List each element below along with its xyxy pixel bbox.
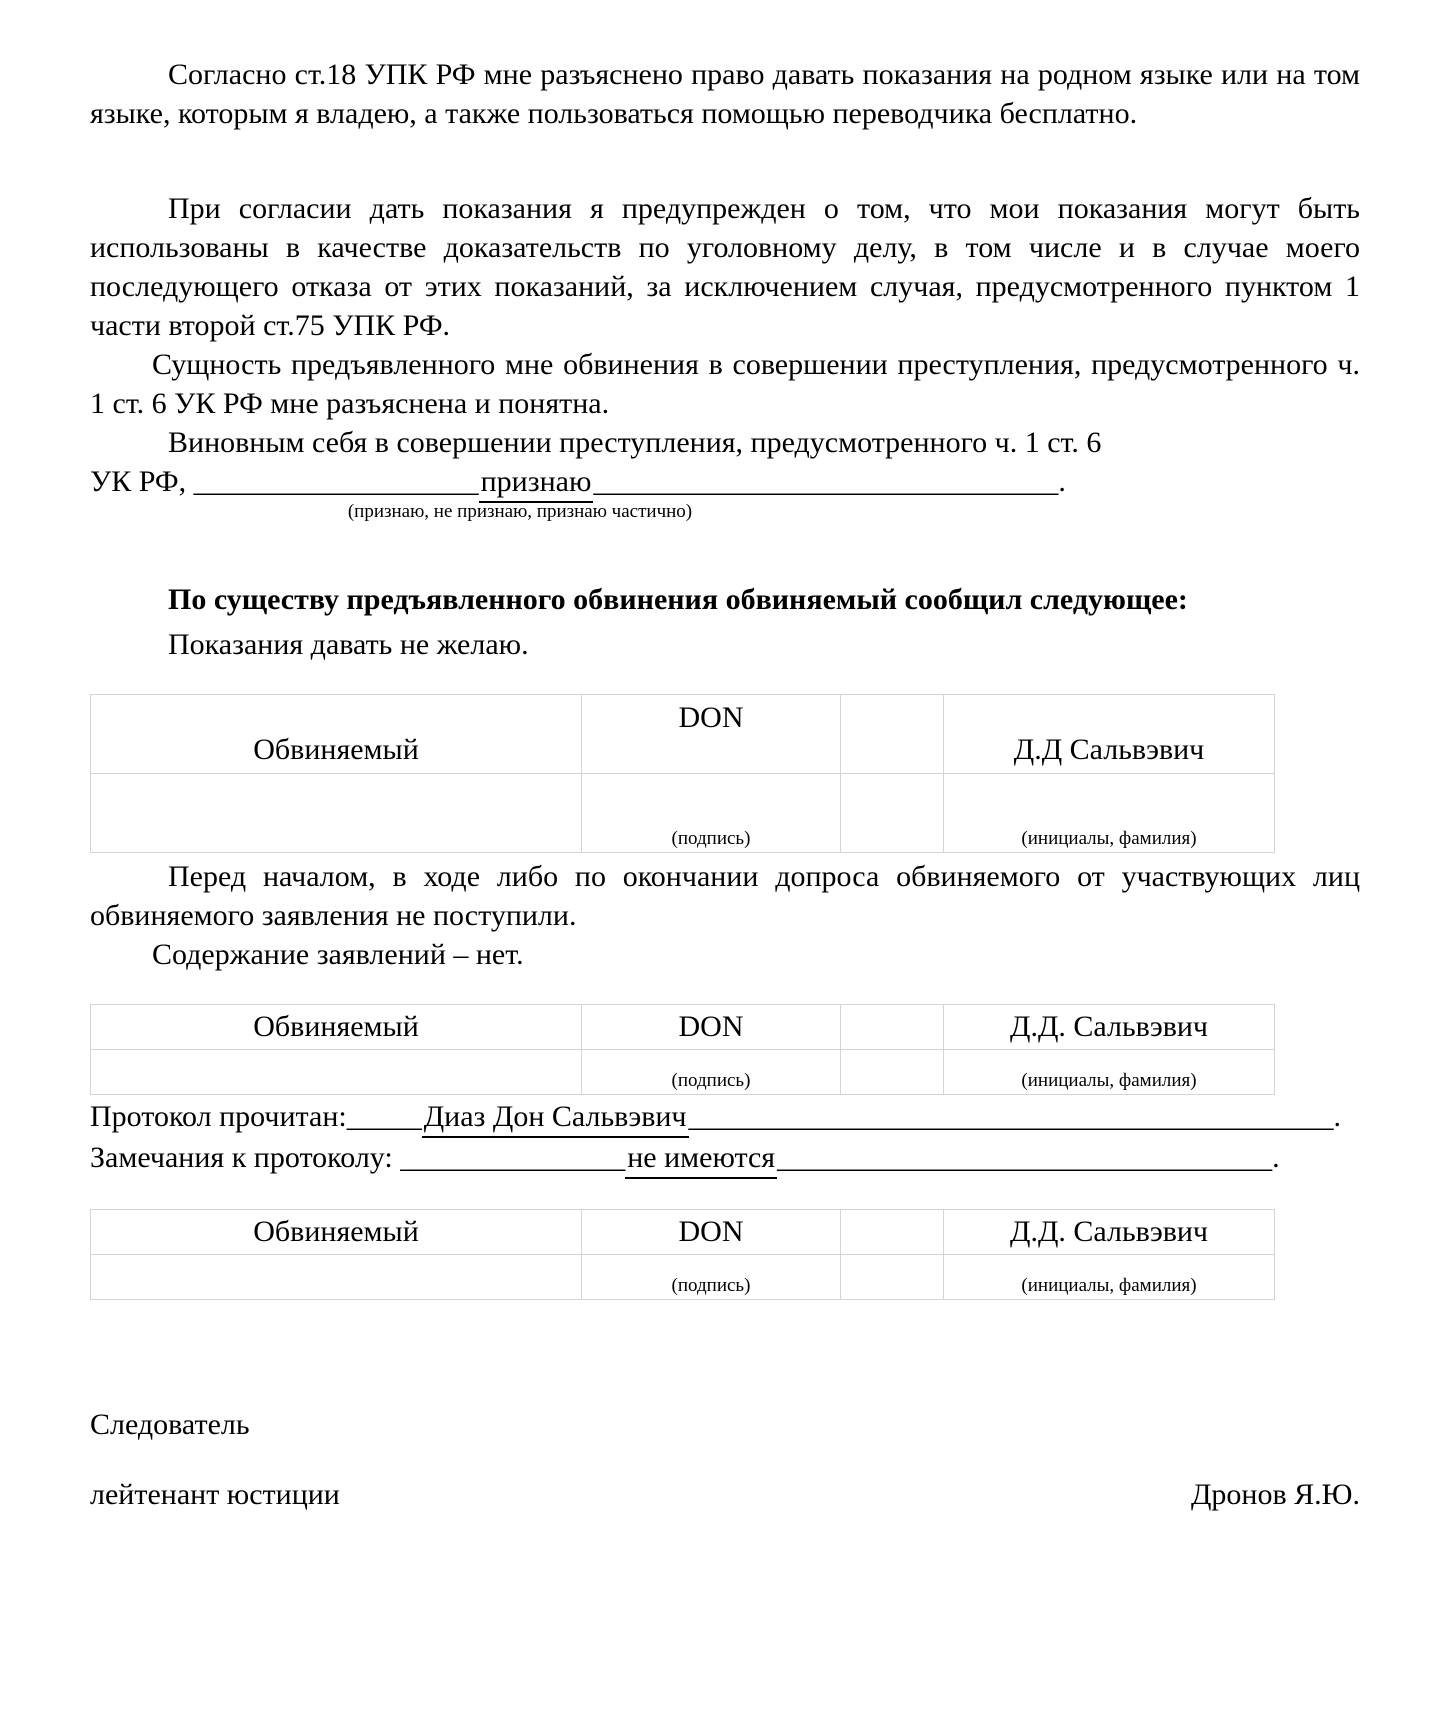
paragraph-statements-content: Содержание заявлений – нет.	[152, 937, 524, 971]
protocol-remarks-value[interactable]: не имеются	[625, 1138, 777, 1179]
cell-caption-signature	[582, 773, 841, 852]
spacer	[90, 133, 1360, 189]
protocol-read-label: Протокол прочитан:	[90, 1099, 347, 1133]
table-row-captions	[91, 1049, 1275, 1094]
sign2-caption-signature: (подпись)	[671, 1069, 751, 1091]
cell-spacer	[841, 1004, 944, 1049]
sign3-signature: DON	[678, 1215, 744, 1249]
protocol-read-line	[90, 1097, 1360, 1138]
sign1-caption-signature: (подпись)	[671, 827, 751, 849]
sign1-role: Обвиняемый	[253, 733, 419, 767]
table-row	[91, 1209, 1275, 1254]
protocol-read-blank-after: ___________________________________________	[688, 1099, 1334, 1133]
spacer	[90, 664, 1360, 694]
protocol-read-value[interactable]: Диаз Дон Сальвэвич	[422, 1097, 689, 1138]
cell-empty	[841, 773, 944, 852]
cell-empty	[841, 1254, 944, 1299]
paragraph-rights-language: Согласно ст.18 УПК РФ мне разъяснено право давать показания на родном языке или на том языке, которым я владею, а также пользоваться помощью переводчика бесплатно.	[90, 58, 1360, 130]
cell-role	[91, 1209, 582, 1254]
statement-heading: По существу предъявленного обвинения обвиняемый сообщил следующее:	[168, 582, 1188, 616]
signature-table-3	[90, 1209, 1275, 1300]
spacer	[90, 1444, 1360, 1478]
footer-signature-row	[90, 1478, 1360, 1512]
signature-table-2	[90, 1004, 1275, 1095]
guilt-line-blank-before: ___________________	[193, 465, 479, 498]
sign1-caption-name: (инициалы, фамилия)	[1021, 827, 1197, 849]
sign2-signature: DON	[678, 1010, 744, 1044]
cell-caption-name	[944, 773, 1275, 852]
protocol-remarks-period: .	[1272, 1140, 1280, 1174]
sign3-role: Обвиняемый	[253, 1215, 419, 1249]
statement-text: Показания давать не желаю.	[168, 627, 529, 661]
guilt-fill-line	[90, 462, 1360, 503]
guilt-line-period: .	[1058, 465, 1066, 498]
sign2-caption-name: (инициалы, фамилия)	[1021, 1069, 1197, 1091]
table-row	[91, 694, 1275, 773]
cell-empty	[91, 1254, 582, 1299]
paragraph-no-statements: Перед началом, в ходе либо по окончании допроса обвиняемого от участвующих лиц обвиняемого заявления не поступили.	[90, 859, 1360, 932]
sign3-name: Д.Д. Сальвэвич	[1009, 1215, 1209, 1249]
cell-caption-signature	[582, 1049, 841, 1094]
cell-signature[interactable]	[582, 1209, 841, 1254]
paragraph-charge-explained: Сущность предъявленного мне обвинения в совершении преступления, предусмотренного ч. 1 ст. 6 УК РФ мне разъяснена и понятна.	[90, 348, 1360, 420]
cell-name	[944, 1209, 1275, 1254]
cell-caption-name	[944, 1049, 1275, 1094]
guilt-line-prefix: УК РФ,	[90, 465, 187, 498]
protocol-remarks-blank-before: _______________	[400, 1140, 626, 1174]
protocol-read-period: .	[1333, 1099, 1342, 1133]
guilt-line-caption: (признаю, не признаю, признаю частично)	[347, 501, 693, 522]
cell-role	[91, 694, 582, 773]
table-row	[91, 1004, 1275, 1049]
footer-role: Следователь	[90, 1407, 250, 1441]
protocol-remarks-label: Замечания к протоколу:	[90, 1140, 393, 1174]
cell-spacer	[841, 1209, 944, 1254]
spacer	[90, 1179, 1360, 1209]
spacer	[90, 974, 1360, 1004]
sign3-caption-signature: (подпись)	[671, 1274, 751, 1296]
paragraph-warning-testimony: При согласии дать показания я предупрежден о том, что мои показания могут быть использованы в качестве доказательств по уголовному делу, в том числе и в случае моего последующего отказа от этих показаний, за исключением случая, предусмотренного пунктом 1 части второй ст.75 УПК РФ.	[90, 192, 1360, 342]
cell-name	[944, 694, 1275, 773]
cell-signature[interactable]	[582, 1004, 841, 1049]
paragraph-guilt-intro: Виновным себя в совершении преступления, предусмотренного ч. 1 ст. 6	[168, 426, 1102, 459]
cell-empty	[91, 1049, 582, 1094]
guilt-line-blank-after: _______________________________	[593, 465, 1059, 498]
footer-investigator-name: Дронов Я.Ю.	[1190, 1477, 1360, 1511]
sign2-role: Обвиняемый	[253, 1010, 419, 1044]
cell-spacer	[841, 694, 944, 773]
spacer	[90, 1300, 1360, 1405]
spacer	[90, 524, 1360, 580]
protocol-remarks-blank-after: _________________________________	[777, 1140, 1273, 1174]
signature-table-1	[90, 694, 1275, 853]
cell-empty	[841, 1049, 944, 1094]
sign1-signature: DON	[678, 701, 744, 735]
protocol-remarks-line	[90, 1138, 1360, 1179]
sign3-caption-name: (инициалы, фамилия)	[1021, 1274, 1197, 1296]
table-row-captions	[91, 773, 1275, 852]
sign2-name: Д.Д. Сальвэвич	[1009, 1010, 1209, 1044]
cell-role	[91, 1004, 582, 1049]
cell-name	[944, 1004, 1275, 1049]
protocol-read-blank-before: _____	[346, 1099, 422, 1133]
guilt-line-value[interactable]: признаю	[479, 462, 594, 503]
cell-caption-name	[944, 1254, 1275, 1299]
cell-empty	[91, 773, 582, 852]
cell-caption-signature	[582, 1254, 841, 1299]
table-row-captions	[91, 1254, 1275, 1299]
sign1-name: Д.Д Сальвэвич	[1013, 733, 1205, 767]
cell-signature[interactable]	[582, 694, 841, 773]
footer-rank: лейтенант юстиции	[90, 1477, 340, 1511]
